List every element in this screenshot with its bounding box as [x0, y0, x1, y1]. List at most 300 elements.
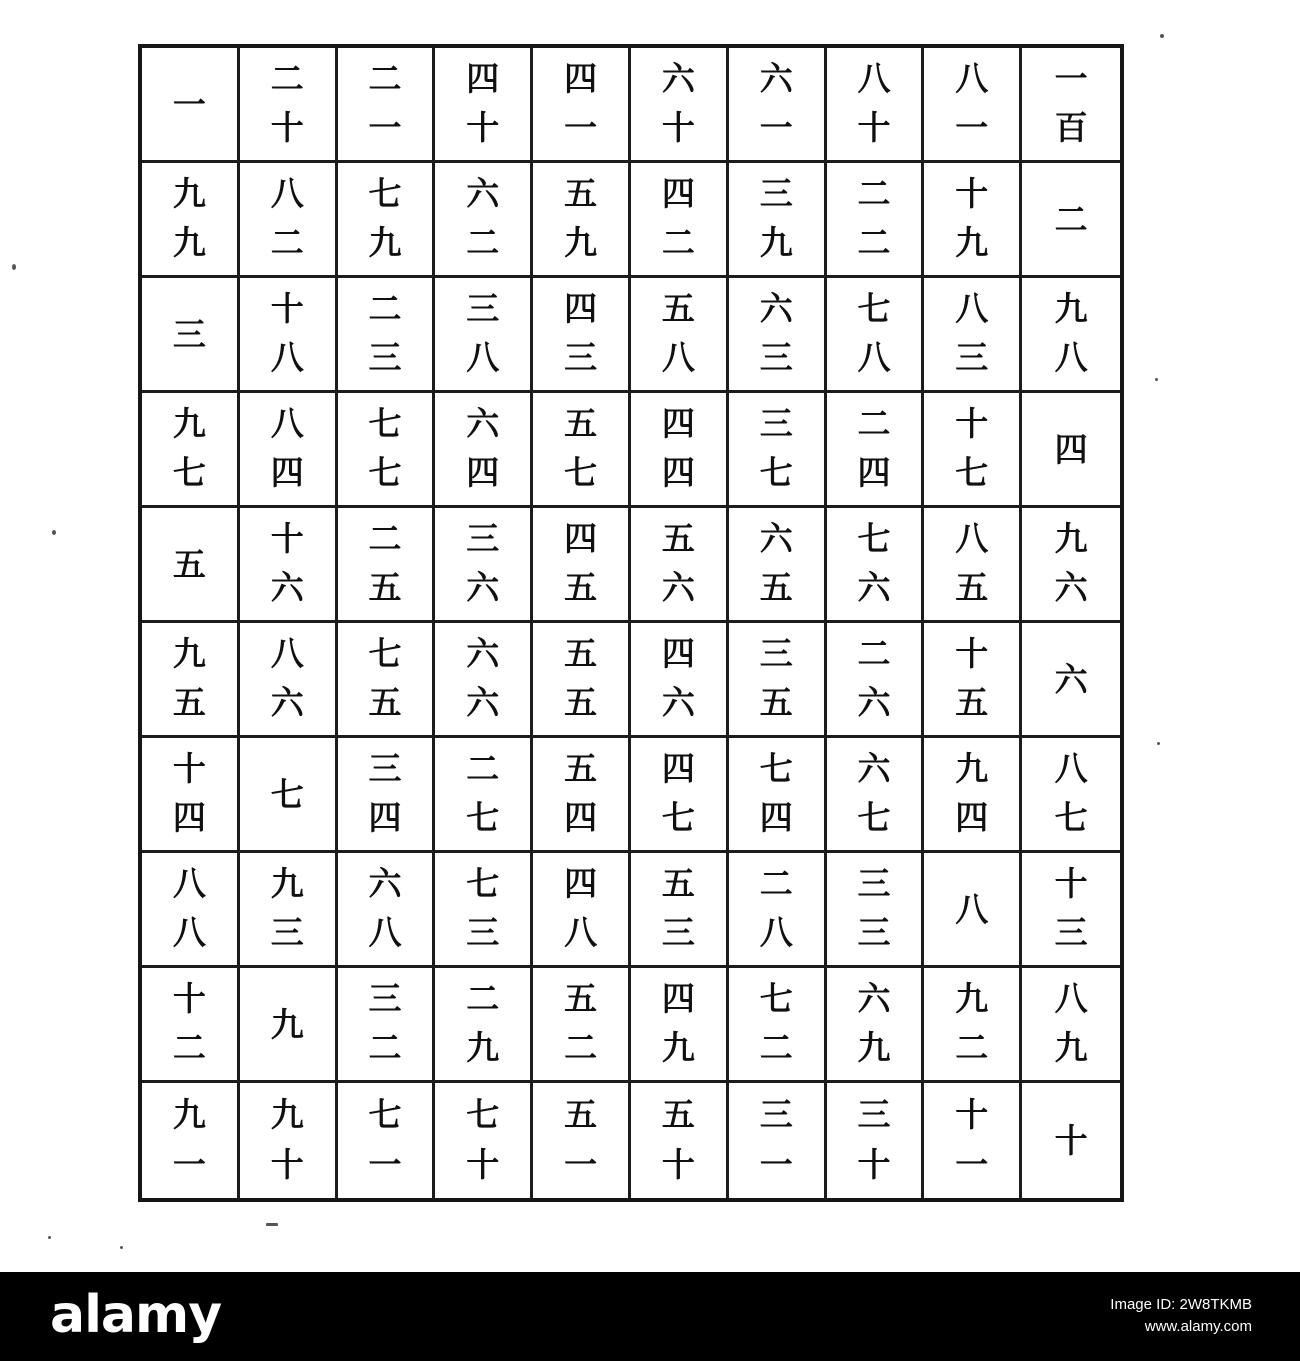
- cell-numeral: 四: [857, 453, 891, 492]
- cell-numeral: 七: [564, 453, 598, 492]
- table-cell: [729, 738, 827, 853]
- table-cell: [729, 623, 827, 738]
- table-cell: [924, 738, 1022, 853]
- table-cell: [338, 853, 436, 968]
- table-cell: [533, 1083, 631, 1198]
- ink-speck: [1160, 34, 1164, 38]
- cell-numeral: 八: [466, 338, 500, 377]
- cell-numeral: 八: [172, 864, 206, 903]
- cell-numeral: 六: [270, 568, 304, 607]
- table-cell: [924, 48, 1022, 163]
- cell-numeral: 五: [564, 404, 598, 443]
- table-cell: [1022, 48, 1120, 163]
- table-cell: [1022, 968, 1120, 1083]
- table-cell: [631, 623, 729, 738]
- cell-numeral: 八: [270, 338, 304, 377]
- table-cell: [533, 393, 631, 508]
- cell-numeral: 一: [955, 1145, 989, 1185]
- cell-numeral: 六: [466, 634, 500, 673]
- cell-numeral: 二: [564, 1028, 598, 1067]
- cell-numeral: 七: [368, 174, 402, 213]
- cell-numeral: 五: [172, 544, 206, 584]
- table-cell: [924, 853, 1022, 968]
- cell-numeral: 三: [759, 404, 793, 443]
- cell-numeral: 九: [172, 1094, 206, 1134]
- cell-numeral: 三: [368, 979, 402, 1018]
- cell-numeral: 八: [955, 59, 989, 98]
- cell-numeral: 九: [857, 1028, 891, 1067]
- cell-numeral: 二: [1054, 199, 1088, 239]
- cell-numeral: 十: [955, 1094, 989, 1134]
- table-cell: [338, 623, 436, 738]
- table-cell: [729, 393, 827, 508]
- table-cell: [533, 623, 631, 738]
- cell-numeral: 二: [368, 1028, 402, 1067]
- cell-numeral: 四: [661, 174, 695, 213]
- table-cell: [338, 508, 436, 623]
- cell-numeral: 九: [661, 1028, 695, 1067]
- cell-numeral: 六: [1054, 568, 1088, 607]
- cell-numeral: 八: [955, 519, 989, 558]
- table-cell: [827, 623, 925, 738]
- cell-numeral: 三: [564, 338, 598, 377]
- cell-numeral: 八: [1054, 338, 1088, 377]
- table-cell: [435, 623, 533, 738]
- table-cell: [631, 393, 729, 508]
- table-cell: [338, 163, 436, 278]
- cell-numeral: 四: [466, 453, 500, 492]
- cell-numeral: 三: [759, 338, 793, 377]
- table-cell: [631, 968, 729, 1083]
- cell-numeral: 五: [661, 519, 695, 558]
- cell-numeral: 二: [466, 223, 500, 262]
- cell-numeral: 九: [172, 174, 206, 213]
- cell-numeral: 九: [1054, 519, 1088, 558]
- cell-numeral: 二: [759, 1028, 793, 1067]
- table-cell: [435, 738, 533, 853]
- table-cell: [533, 738, 631, 853]
- table-cell: [533, 278, 631, 393]
- cell-numeral: 九: [270, 864, 304, 903]
- ink-speck: [1157, 742, 1160, 745]
- table-cell: [142, 278, 240, 393]
- cell-numeral: 五: [564, 174, 598, 213]
- table-cell: [631, 1083, 729, 1198]
- table-cell: [142, 1083, 240, 1198]
- cell-numeral: 八: [661, 338, 695, 377]
- cell-numeral: 二: [661, 223, 695, 262]
- cell-numeral: 四: [564, 519, 598, 558]
- cell-numeral: 九: [955, 223, 989, 262]
- table-cell: [240, 508, 338, 623]
- cell-numeral: 五: [955, 568, 989, 607]
- table-cell: [1022, 623, 1120, 738]
- cell-numeral: 四: [564, 289, 598, 328]
- cell-numeral: 七: [270, 774, 304, 814]
- cell-numeral: 二: [466, 979, 500, 1018]
- table-cell: [142, 853, 240, 968]
- table-cell: [827, 278, 925, 393]
- ink-speck: [1155, 378, 1158, 381]
- cell-numeral: 一: [368, 108, 402, 147]
- cell-numeral: 七: [368, 1094, 402, 1134]
- cell-numeral: 九: [368, 223, 402, 262]
- table-cell: [1022, 163, 1120, 278]
- cell-numeral: 七: [368, 404, 402, 443]
- cell-numeral: 五: [759, 683, 793, 722]
- table-cell: [729, 1083, 827, 1198]
- cell-numeral: 四: [1054, 429, 1088, 469]
- cell-numeral: 十: [1054, 1121, 1088, 1160]
- cell-numeral: 四: [270, 453, 304, 492]
- table-cell: [729, 853, 827, 968]
- cell-numeral: 五: [955, 683, 989, 722]
- table-cell: [142, 623, 240, 738]
- table-cell: [924, 163, 1022, 278]
- cell-numeral: 十: [172, 749, 206, 788]
- table-cell: [827, 163, 925, 278]
- table-cell: [924, 393, 1022, 508]
- table-cell: [240, 623, 338, 738]
- cell-numeral: 九: [270, 1094, 304, 1134]
- cell-numeral: 五: [172, 683, 206, 722]
- table-cell: [240, 1083, 338, 1198]
- cell-numeral: 七: [759, 979, 793, 1018]
- cell-numeral: 五: [564, 979, 598, 1018]
- cell-numeral: 一: [564, 1145, 598, 1185]
- image-meta: [1110, 1294, 1252, 1338]
- table-cell: [435, 853, 533, 968]
- table-cell: [924, 623, 1022, 738]
- cell-numeral: 三: [759, 1094, 793, 1134]
- cell-numeral: 八: [270, 404, 304, 443]
- table-cell: [240, 163, 338, 278]
- cell-numeral: 五: [564, 634, 598, 673]
- table-cell: [435, 278, 533, 393]
- cell-numeral: 九: [466, 1028, 500, 1067]
- ink-speck: [12, 264, 16, 270]
- cell-numeral: 七: [759, 749, 793, 788]
- cell-numeral: 六: [466, 568, 500, 607]
- alamy-logo: alamy: [50, 1285, 222, 1345]
- cell-numeral: 四: [661, 404, 695, 443]
- cell-numeral: 九: [564, 223, 598, 262]
- table-cell: [338, 1083, 436, 1198]
- cell-numeral: 三: [172, 314, 206, 354]
- table-cell: [631, 853, 729, 968]
- cell-numeral: 三: [661, 913, 695, 952]
- cell-numeral: 八: [857, 338, 891, 377]
- cell-numeral: 四: [955, 798, 989, 837]
- cell-numeral: 二: [759, 864, 793, 903]
- cell-numeral: 十: [857, 108, 891, 147]
- cell-numeral: 二: [368, 519, 402, 558]
- cell-numeral: 五: [759, 568, 793, 607]
- cell-numeral: 六: [759, 59, 793, 98]
- table-cell: [338, 48, 436, 163]
- image-id-text: Image ID: 2W8TKMB: [1110, 1296, 1252, 1313]
- table-cell: [435, 48, 533, 163]
- cell-numeral: 九: [270, 1004, 304, 1044]
- table-cell: [729, 278, 827, 393]
- cell-numeral: 六: [466, 683, 500, 722]
- cell-numeral: 四: [466, 59, 500, 98]
- table-cell: [1022, 738, 1120, 853]
- cell-numeral: 四: [661, 979, 695, 1018]
- cell-numeral: 七: [466, 798, 500, 837]
- cell-numeral: 八: [1054, 749, 1088, 788]
- cell-numeral: 四: [172, 798, 206, 837]
- cell-numeral: 八: [564, 913, 598, 952]
- cell-numeral: 三: [1054, 913, 1088, 952]
- cell-numeral: 六: [857, 568, 891, 607]
- table-cell: [240, 393, 338, 508]
- cell-numeral: 六: [857, 749, 891, 788]
- cell-numeral: 四: [564, 798, 598, 837]
- cell-numeral: 六: [857, 683, 891, 722]
- cell-numeral: 一: [172, 1145, 206, 1185]
- table-cell: [533, 48, 631, 163]
- cell-numeral: 八: [955, 289, 989, 328]
- cell-numeral: 三: [270, 913, 304, 952]
- table-cell: [631, 48, 729, 163]
- cell-numeral: 三: [368, 338, 402, 377]
- table-cell: [827, 968, 925, 1083]
- cell-numeral: 三: [466, 289, 500, 328]
- table-cell: [827, 508, 925, 623]
- table-cell: [1022, 508, 1120, 623]
- table-cell: [240, 278, 338, 393]
- table-cell: [827, 393, 925, 508]
- cell-numeral: 四: [368, 798, 402, 837]
- table-cell: [827, 738, 925, 853]
- cell-numeral: 六: [1054, 659, 1088, 699]
- cell-numeral: 九: [172, 634, 206, 673]
- table-cell: [435, 968, 533, 1083]
- cell-numeral: 一: [759, 108, 793, 147]
- cell-numeral: 十: [661, 1145, 695, 1185]
- table-cell: [240, 853, 338, 968]
- cell-numeral: 四: [759, 798, 793, 837]
- table-cell: [435, 393, 533, 508]
- cell-numeral: 五: [564, 683, 598, 722]
- cell-numeral: 一: [368, 1145, 402, 1185]
- table-cell: [533, 508, 631, 623]
- table-cell: [338, 968, 436, 1083]
- cell-numeral: 七: [857, 519, 891, 558]
- table-cell: [924, 1083, 1022, 1198]
- cell-numeral: 六: [368, 864, 402, 903]
- table-cell: [1022, 853, 1120, 968]
- cell-numeral: 八: [1054, 979, 1088, 1018]
- table-cell: [142, 393, 240, 508]
- cell-numeral: 十: [172, 979, 206, 1018]
- cell-numeral: 七: [857, 798, 891, 837]
- cell-numeral: 三: [368, 749, 402, 788]
- cell-numeral: 五: [661, 864, 695, 903]
- cell-numeral: 七: [368, 453, 402, 492]
- cell-numeral: 三: [857, 1094, 891, 1134]
- cell-numeral: 十: [270, 108, 304, 147]
- cell-numeral: 五: [564, 568, 598, 607]
- cell-numeral: 八: [270, 634, 304, 673]
- table-cell: [142, 163, 240, 278]
- table-cell: [827, 853, 925, 968]
- table-cell: [435, 1083, 533, 1198]
- cell-numeral: 七: [857, 289, 891, 328]
- cell-numeral: 二: [270, 59, 304, 98]
- cell-numeral: 六: [466, 404, 500, 443]
- table-cell: [338, 278, 436, 393]
- cell-numeral: 八: [759, 913, 793, 952]
- cell-numeral: 六: [466, 174, 500, 213]
- cell-numeral: 八: [857, 59, 891, 98]
- table-cell: [533, 968, 631, 1083]
- cell-numeral: 十: [270, 289, 304, 328]
- cell-numeral: 九: [955, 979, 989, 1018]
- table-cell: [533, 163, 631, 278]
- table-cell: [631, 163, 729, 278]
- ink-speck: [266, 1223, 278, 1226]
- cell-numeral: 百: [1054, 108, 1088, 147]
- cell-numeral: 十: [270, 519, 304, 558]
- cell-numeral: 四: [661, 634, 695, 673]
- cell-numeral: 七: [1054, 798, 1088, 837]
- cell-numeral: 八: [270, 174, 304, 213]
- table-cell: [631, 738, 729, 853]
- cell-numeral: 八: [955, 889, 989, 929]
- cell-numeral: 五: [368, 568, 402, 607]
- cell-numeral: 三: [466, 913, 500, 952]
- table-cell: [240, 968, 338, 1083]
- table-cell: [827, 1083, 925, 1198]
- table-cell: [338, 393, 436, 508]
- cell-numeral: 三: [759, 174, 793, 213]
- cell-numeral: 五: [564, 1094, 598, 1134]
- cell-numeral: 五: [564, 749, 598, 788]
- table-cell: [729, 48, 827, 163]
- cell-numeral: 五: [661, 289, 695, 328]
- cell-numeral: 四: [564, 864, 598, 903]
- cell-numeral: 七: [466, 864, 500, 903]
- cell-numeral: 七: [172, 453, 206, 492]
- cell-numeral: 九: [172, 404, 206, 443]
- cell-numeral: 七: [955, 453, 989, 492]
- table-cell: [827, 48, 925, 163]
- table-cell: [142, 738, 240, 853]
- table-cell: [435, 508, 533, 623]
- cell-numeral: 三: [955, 338, 989, 377]
- table-cell: [533, 853, 631, 968]
- table-cell: [924, 968, 1022, 1083]
- cell-numeral: 六: [661, 568, 695, 607]
- cell-numeral: 一: [564, 108, 598, 147]
- table-cell: [240, 738, 338, 853]
- table-cell: [729, 968, 827, 1083]
- cell-numeral: 十: [466, 1145, 500, 1185]
- cell-numeral: 二: [270, 223, 304, 262]
- cell-numeral: 七: [661, 798, 695, 837]
- table-cell: [729, 508, 827, 623]
- cell-numeral: 十: [1054, 864, 1088, 903]
- cell-numeral: 二: [955, 1028, 989, 1067]
- table-cell: [1022, 393, 1120, 508]
- cell-numeral: 九: [1054, 1028, 1088, 1067]
- cell-numeral: 十: [466, 108, 500, 147]
- ink-speck: [120, 1246, 123, 1249]
- cell-numeral: 三: [466, 519, 500, 558]
- cell-numeral: 一: [1054, 59, 1088, 98]
- table-cell: [142, 508, 240, 623]
- cell-numeral: 七: [368, 634, 402, 673]
- cell-numeral: 十: [857, 1145, 891, 1185]
- cell-numeral: 三: [857, 913, 891, 952]
- table-cell: [631, 508, 729, 623]
- table-cell: [142, 968, 240, 1083]
- cell-numeral: 九: [955, 749, 989, 788]
- cell-numeral: 六: [759, 289, 793, 328]
- cell-numeral: 一: [955, 108, 989, 147]
- cell-numeral: 八: [368, 913, 402, 952]
- cell-numeral: 九: [172, 223, 206, 262]
- cell-numeral: 十: [270, 1145, 304, 1185]
- table-cell: [924, 508, 1022, 623]
- cell-numeral: 二: [368, 59, 402, 98]
- ink-speck: [48, 1236, 51, 1239]
- cell-numeral: 二: [857, 174, 891, 213]
- table-cell: [631, 278, 729, 393]
- cell-numeral: 十: [955, 634, 989, 673]
- magic-square-table: [138, 44, 1124, 1202]
- cell-numeral: 八: [172, 913, 206, 952]
- cell-numeral: 十: [955, 174, 989, 213]
- cell-numeral: 七: [759, 453, 793, 492]
- table-cell: [924, 278, 1022, 393]
- cell-numeral: 二: [857, 634, 891, 673]
- cell-numeral: 二: [857, 223, 891, 262]
- table-cell: [729, 163, 827, 278]
- cell-numeral: 一: [172, 84, 206, 124]
- table-cell: [240, 48, 338, 163]
- cell-numeral: 二: [857, 404, 891, 443]
- cell-numeral: 五: [368, 683, 402, 722]
- cell-numeral: 二: [368, 289, 402, 328]
- cell-numeral: 一: [759, 1145, 793, 1185]
- table-cell: [338, 738, 436, 853]
- cell-numeral: 四: [564, 59, 598, 98]
- cell-numeral: 十: [661, 108, 695, 147]
- cell-numeral: 九: [1054, 289, 1088, 328]
- table-cell: [142, 48, 240, 163]
- cell-numeral: 二: [172, 1028, 206, 1067]
- cell-numeral: 五: [661, 1094, 695, 1134]
- table-cell: [1022, 278, 1120, 393]
- cell-numeral: 六: [857, 979, 891, 1018]
- cell-numeral: 七: [466, 1094, 500, 1134]
- cell-numeral: 十: [955, 404, 989, 443]
- cell-numeral: 六: [661, 59, 695, 98]
- table-cell: [435, 163, 533, 278]
- table-cell: [1022, 1083, 1120, 1198]
- cell-numeral: 六: [661, 683, 695, 722]
- cell-numeral: 三: [759, 634, 793, 673]
- cell-numeral: 四: [661, 749, 695, 788]
- cell-numeral: 三: [857, 864, 891, 903]
- cell-numeral: 六: [759, 519, 793, 558]
- watermark-footer: [0, 1272, 1300, 1361]
- cell-numeral: 四: [661, 453, 695, 492]
- cell-numeral: 二: [466, 749, 500, 788]
